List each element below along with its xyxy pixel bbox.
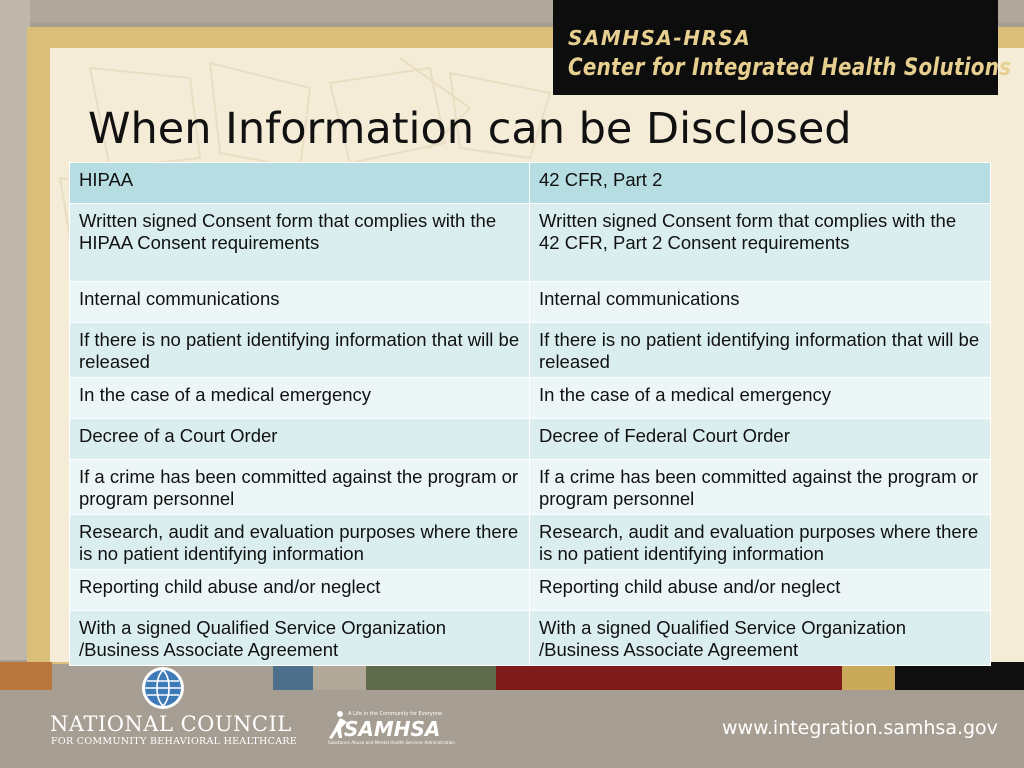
- table-cell-42cfr: If there is no patient identifying information that will be released: [530, 323, 991, 378]
- table-cell-hipaa: With a signed Qualified Service Organization /Business Associate Agreement: [70, 611, 530, 666]
- table-cell-hipaa: Decree of a Court Order: [70, 419, 530, 460]
- disclosure-table: [69, 162, 991, 666]
- table-cell-42cfr: Internal communications: [530, 282, 991, 323]
- table-cell-42cfr: In the case of a medical emergency: [530, 378, 991, 419]
- stripe-blue: [273, 662, 313, 690]
- national-council-globe-icon: [141, 666, 185, 710]
- table-cell-42cfr: Reporting child abuse and/or neglect: [530, 570, 991, 611]
- website-url: www.integration.samhsa.gov: [722, 717, 998, 739]
- brand-line1: SAMHSA-HRSA: [568, 26, 752, 50]
- table-row: [70, 378, 991, 419]
- slide-title: When Information can be Disclosed: [88, 104, 852, 154]
- stripe-black: [895, 662, 1024, 690]
- national-council-name: NATIONAL COUNCIL: [50, 712, 292, 736]
- national-council-subtitle: FOR COMMUNITY BEHAVIORAL HEALTHCARE: [51, 736, 298, 747]
- table-row: [70, 282, 991, 323]
- table-cell-hipaa: Reporting child abuse and/or neglect: [70, 570, 530, 611]
- table-header-row: [70, 163, 991, 204]
- table-cell-hipaa: In the case of a medical emergency: [70, 378, 530, 419]
- table-row: [70, 460, 991, 515]
- column-header-hipaa: HIPAA: [70, 163, 530, 204]
- stripe-gold: [842, 662, 895, 690]
- samhsa-wordmark: SAMHSA: [344, 717, 441, 741]
- table-row: [70, 323, 991, 378]
- brand-header: [553, 0, 1012, 95]
- table-cell-hipaa: If a crime has been committed against the program or program personnel: [70, 460, 530, 515]
- table-cell-hipaa: Internal communications: [70, 282, 530, 323]
- table-row: [70, 419, 991, 460]
- brand-line2: Center for Integrated Health Solutions: [568, 53, 1012, 81]
- left-band: [0, 0, 30, 660]
- table-cell-42cfr: Decree of Federal Court Order: [530, 419, 991, 460]
- table-cell-42cfr: With a signed Qualified Service Organization /Business Associate Agreement: [530, 611, 991, 666]
- column-header-42cfr: 42 CFR, Part 2: [530, 163, 991, 204]
- table-row: [70, 515, 991, 570]
- stripe-red: [496, 662, 842, 690]
- stripe-green: [366, 662, 496, 690]
- stripe-orange: [0, 662, 52, 690]
- table-row: [70, 204, 991, 282]
- table-row: [70, 611, 991, 666]
- table-row: [70, 570, 991, 611]
- table-cell-42cfr: Research, audit and evaluation purposes where there is no patient identifying information: [530, 515, 991, 570]
- stripe-tan: [313, 662, 366, 690]
- table-cell-hipaa: If there is no patient identifying information that will be released: [70, 323, 530, 378]
- samhsa-tagline: A Life in the Community for Everyone: [348, 711, 443, 717]
- table-cell-42cfr: Written signed Consent form that complies with the 42 CFR, Part 2 Consent requirements: [530, 204, 991, 282]
- samhsa-fullname: Substance Abuse and Mental Health Services Administration: [328, 740, 455, 745]
- table-cell-hipaa: Research, audit and evaluation purposes where there is no patient identifying information: [70, 515, 530, 570]
- table-cell-hipaa: Written signed Consent form that complies with the HIPAA Consent requirements: [70, 204, 530, 282]
- samhsa-logo: [326, 708, 466, 748]
- table-cell-42cfr: If a crime has been committed against the program or program personnel: [530, 460, 991, 515]
